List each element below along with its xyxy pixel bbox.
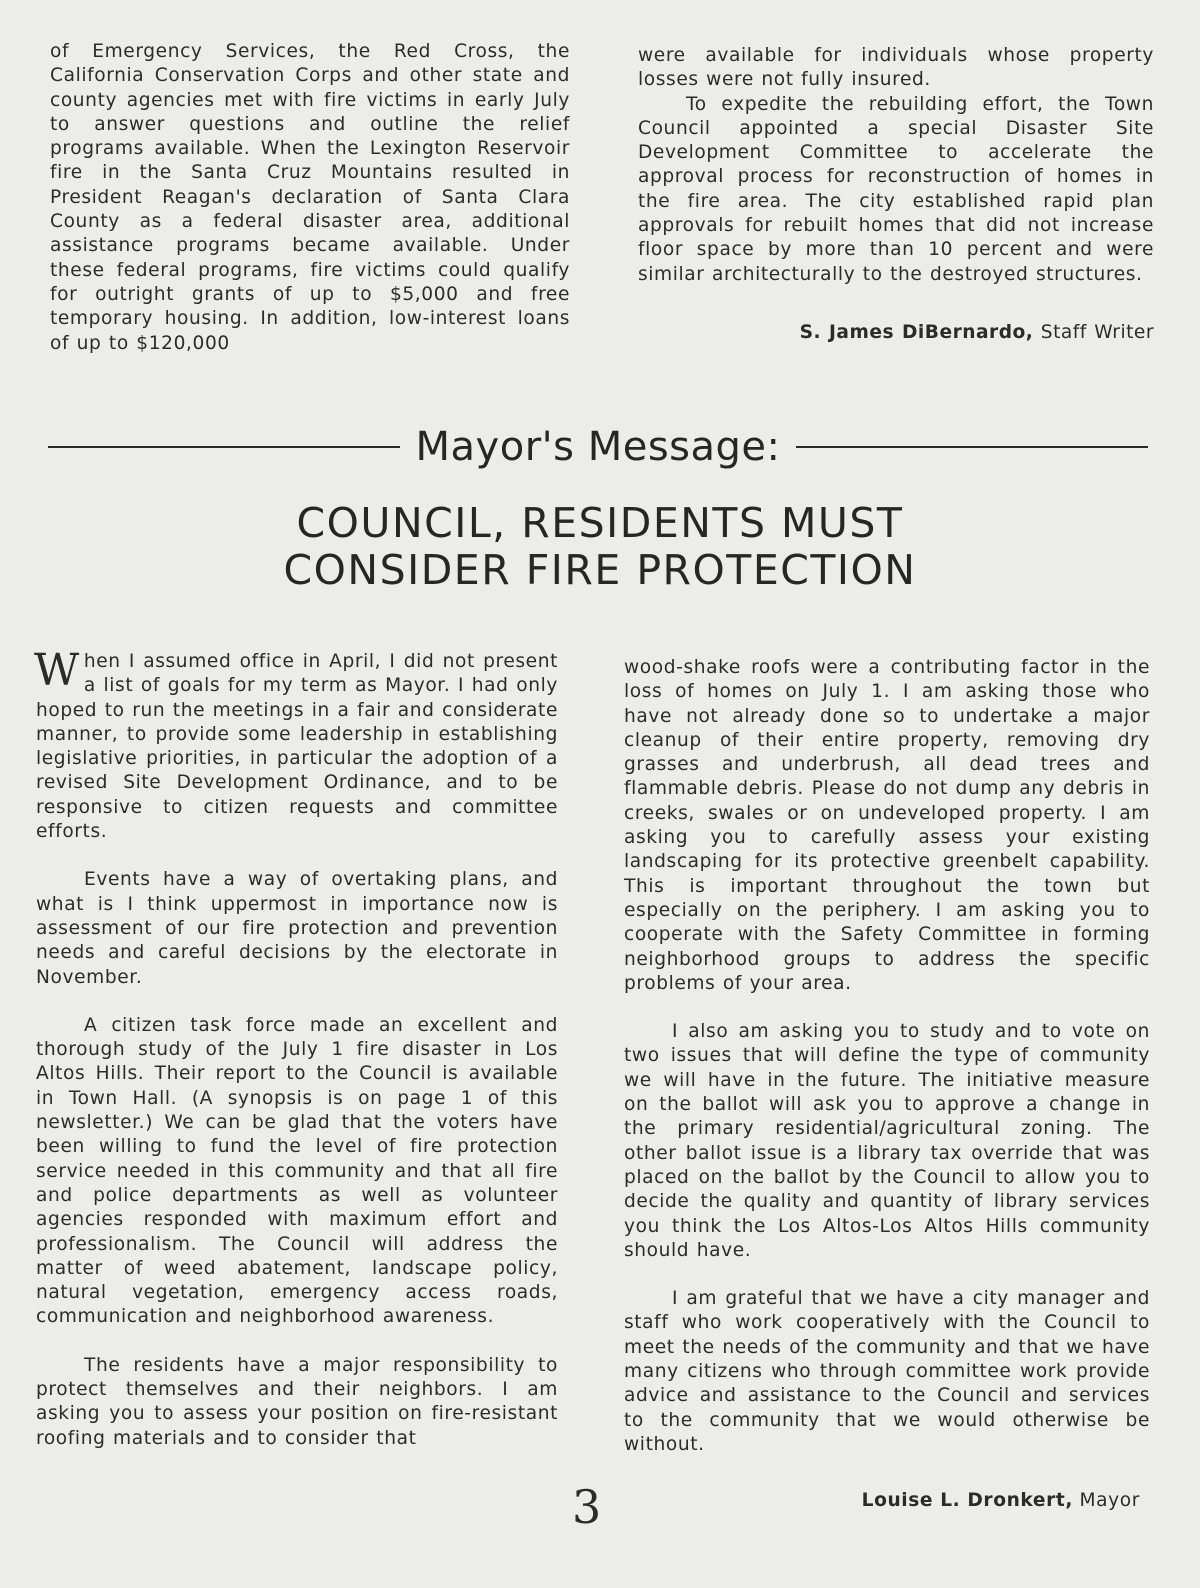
article-paragraph: To expedite the rebuilding effort, the Town Council appointed a special Disaster Site Development Committee to accelerate the approval process for reconstruction of homes in the fire area. The city established rapid plan approvals for rebuilt homes that did not increase floor space by more than 10 percent and were similar architecturally to the destroyed structures. <box>638 93 1154 285</box>
drop-cap: W <box>34 645 80 696</box>
message-paragraph: A citizen task force made an excellent and thorough study of the July 1 fire disaster in Los Altos Hills. Their report to the Council is available in Town Hall. (A synopsis is on page 1 of this newsletter.) We can be glad that the voters have been willing to fund the level of fire protection service needed in this community and that all fire and police departments as well as volunteer agencies responded with maximum effort and professionalism. The Council will address the matter of weed abatement, landscape policy, natural vegetation, emergency access roads, communication and neighborhood awareness. <box>36 1014 558 1328</box>
message-paragraph: wood-shake roofs were a contributing factor in the loss of homes on July 1. I am asking those who have not already done so to undertake a major cleanup of their entire property, removing dry grasses and underbrush, all dead trees and flammable debris. Please do not dump any debris in creeks, swales or on undeveloped property. I am asking you to carefully assess your existing landscaping for its protective greenbelt capability. This is important throughout the town but especially on the periphery. I am asking you to cooperate with the Safety Committee in forming neighborhood groups to address the specific problems of your area. <box>624 657 1150 994</box>
byline-name: S. James DiBernardo, <box>799 321 1034 343</box>
byline <box>638 321 1154 345</box>
message-paragraph: I am grateful that we have a city manager and staff who work cooperatively with the Council to meet the needs of the community and that we have many citizens who through committee work provide advice and assistance to the Council and services to the community that we would otherwise be without. <box>624 1288 1150 1455</box>
message-paragraph <box>34 645 558 844</box>
heading-rule-right <box>796 446 1148 448</box>
section-heading-row <box>48 422 1148 472</box>
signature-name: Louise L. Dronkert, <box>861 1490 1074 1511</box>
headline-line-2: CONSIDER FIRE PROTECTION <box>283 546 917 594</box>
message-paragraph: The residents have a major responsibility to protect themselves and their neighbors. I am asking you to assess your position on fire-resistant roofing materials and to consider that <box>36 1354 558 1449</box>
heading-rule-left <box>48 446 400 448</box>
signature-title: Mayor <box>1073 1490 1140 1511</box>
message-paragraph: Events have a way of overtaking plans, and what is I think uppermost in importance now is assessment of our fire protection and prevention needs and careful decisions by the electorate in November. <box>36 869 558 988</box>
article-top-right-column <box>638 44 1154 345</box>
signature <box>780 1490 1140 1511</box>
message-left-column <box>34 645 558 1451</box>
article-paragraph: were available for individuals whose property losses were not fully insured. <box>638 45 1154 91</box>
article-top-left-column <box>50 40 570 356</box>
section-heading: Mayor's Message: <box>415 424 781 470</box>
message-paragraph: I also am asking you to study and to vote on two issues that will define the type of community we will have in the future. The initiative measure on the ballot will ask you to approve a change in the primary residential/agricultural zoning. The other ballot issue is a library tax override that was placed on the ballot by the Council to allow you to decide the quality and quantity of library services you think the Los Altos-Los Altos Hills community should have. <box>624 1021 1150 1261</box>
article-paragraph: of Emergency Services, the Red Cross, the California Conservation Corps and other state and county agencies met with fire victims in early July to answer questions and outline the relief programs available. When the Lexington Reservoir fire in the Santa Cruz Mountains resulted in President Reagan's declaration of Santa Clara County as a federal disaster area, additional assistance programs became available. Under these federal programs, fire victims could qualify for outright grants of up to $5,000 and free temporary housing. In addition, low-interest loans of up to $120,000 <box>50 41 570 354</box>
page-number: 3 <box>572 1480 602 1534</box>
headline-line-1: COUNCIL, RESIDENTS MUST <box>296 499 904 547</box>
message-right-column <box>624 656 1150 1457</box>
headline <box>150 500 1050 594</box>
byline-title: Staff Writer <box>1033 321 1154 343</box>
message-paragraph-text: hen I assumed office in April, I did not present a list of goals for my term as Mayor. I had only hoped to run the meetings in a fair and considerate manner, to provide some leadership in establishing legislative priorities, in particular the adoption of a revised Site Development Ordinance, and to be responsive to citizen requests and committee efforts. <box>36 651 558 843</box>
